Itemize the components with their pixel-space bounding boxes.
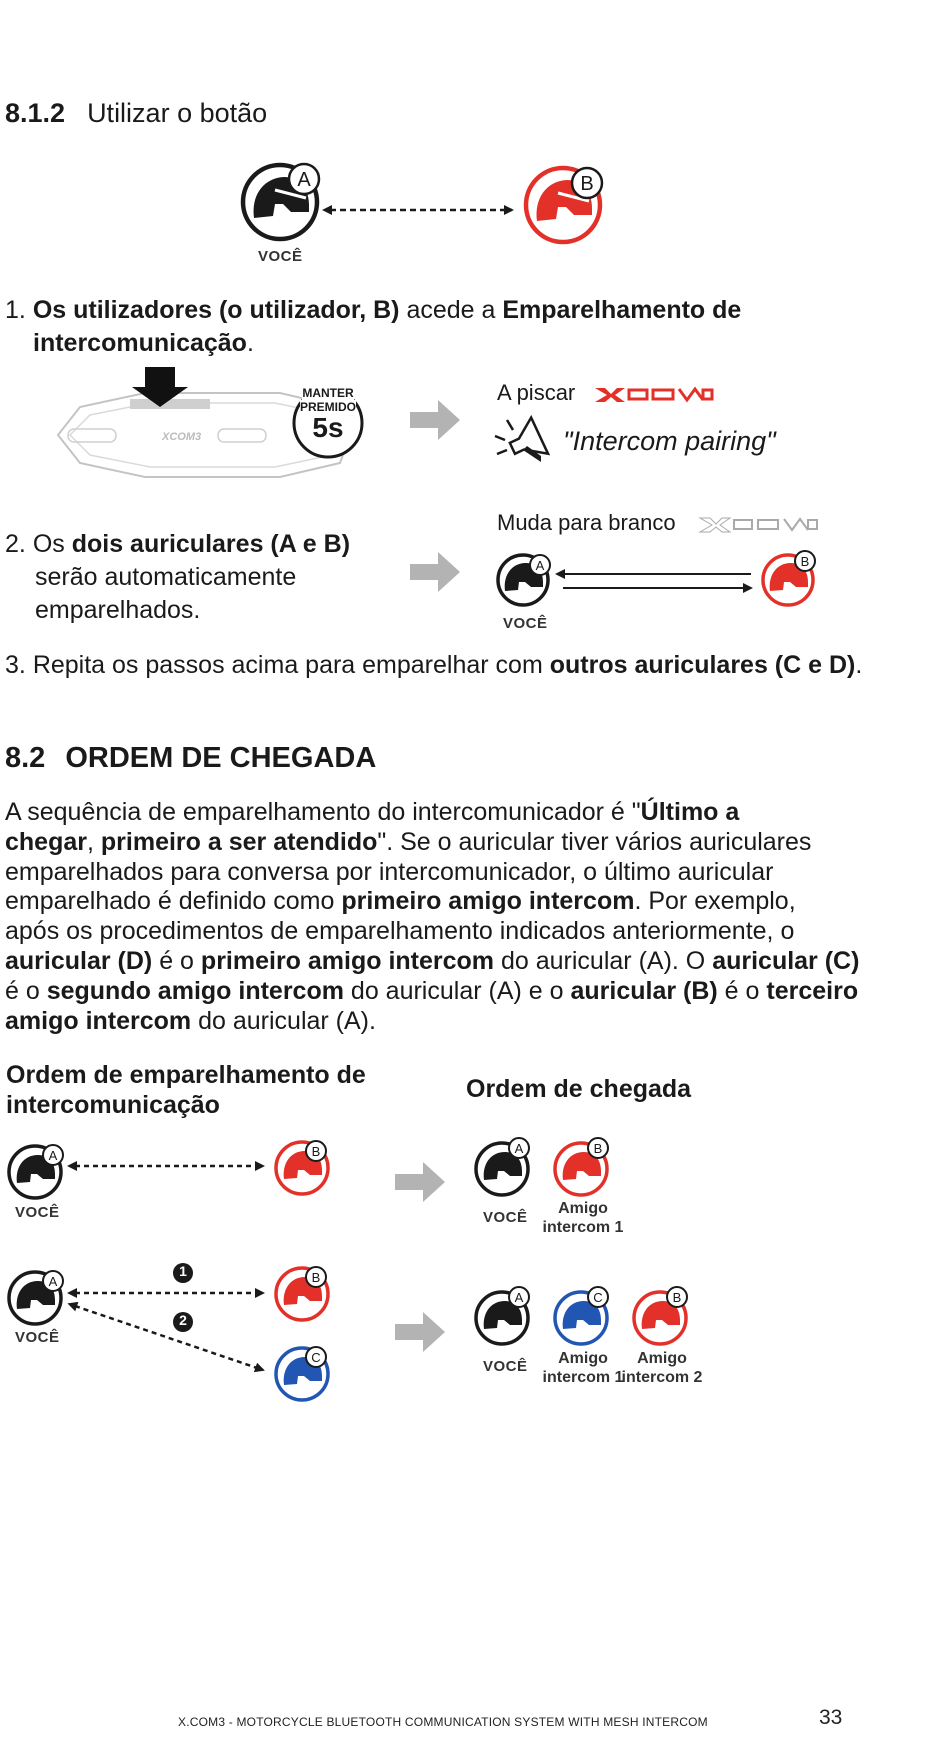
svg-text:B: B [311, 1144, 321, 1159]
pairing-order-title [6, 1060, 366, 1120]
step-2-line-3: emparelhados. [35, 596, 201, 624]
helmet-a-icon [9, 1271, 63, 1324]
helmet-a-icon [498, 555, 550, 605]
section-8-1-2-heading [5, 98, 267, 129]
gray-arrow-icon [395, 1312, 447, 1352]
friend-label-2 [620, 1349, 704, 1387]
para-bold: Último a [640, 798, 740, 826]
svg-text:A: A [297, 169, 311, 191]
step-1-number: 1. [5, 296, 26, 324]
para-text: do auricular (A). O [494, 946, 713, 975]
para-bold: auricular (D) [5, 946, 153, 975]
para-text: ". Se o auricular tiver vários auriculares [377, 827, 812, 856]
step-2-line-2: serão automaticamente [35, 563, 297, 591]
para-bold: amigo intercom [5, 1006, 192, 1035]
helmet-a-icon [476, 1287, 529, 1344]
step-one-number: 1 [179, 1263, 187, 1279]
pairing-order-title-1: Ordem de emparelhamento de [6, 1061, 366, 1089]
para-bold: primeiro amigo intercom [341, 887, 635, 916]
intercom-1-text: intercom 1 [542, 1369, 624, 1386]
voce-label: VOCÊ [483, 1358, 528, 1375]
svg-text:B: B [672, 1290, 682, 1305]
intercom-2-text: intercom 2 [621, 1369, 703, 1386]
para-bold: segundo amigo intercom [46, 976, 344, 1005]
step-1-bold-2: Emparelhamento de [502, 296, 742, 324]
row1-pairing-diagram [5, 1138, 335, 1203]
para-bold: terceiro [766, 976, 859, 1005]
amigo-text: Amigo [637, 1350, 687, 1367]
hold-label [290, 386, 366, 414]
hold-label-2: PREMIDO [299, 400, 356, 414]
helmet-c-icon [276, 1347, 328, 1400]
section-number: 8.1.2 [5, 98, 66, 128]
helmet-b-icon [634, 1287, 687, 1344]
device-logo-text: XCOM3 [162, 431, 202, 443]
voce-label: VOCÊ [15, 1204, 60, 1221]
para-bold: primeiro amigo intercom [200, 946, 495, 975]
arrival-order-title: Ordem de chegada [466, 1075, 692, 1103]
step-1-text-1: acede a [399, 296, 503, 324]
helmet-b-icon [276, 1267, 328, 1320]
voce-label: VOCÊ [483, 1209, 528, 1226]
step-2 [5, 528, 385, 627]
para-text: emparelhados para conversa por intercomunicador, o último auricular [5, 857, 774, 886]
para-bold: chegar [5, 827, 87, 856]
paired-diagram [495, 548, 825, 618]
para-bold: auricular (C) [712, 946, 860, 975]
helmet-c-icon [555, 1287, 608, 1344]
helmet-b-icon [763, 551, 815, 605]
footer-text: X.COM3 - MOTORCYCLE BLUETOOTH COMMUNICATION SYSTEM WITH MESH INTERCOM [178, 1715, 708, 1729]
svg-text:C: C [593, 1290, 603, 1305]
friend-label-1 [541, 1349, 625, 1387]
svg-text:B: B [593, 1141, 603, 1156]
svg-text:B: B [580, 173, 594, 195]
step-two-number: 2 [179, 1312, 187, 1328]
intercom-1-text: intercom 1 [542, 1219, 624, 1236]
section-title: ORDEM DE CHEGADA [65, 742, 377, 774]
para-text: do auricular (A). [191, 1006, 376, 1035]
svg-text:A: A [514, 1290, 524, 1305]
amigo-text: Amigo [558, 1350, 608, 1367]
gray-arrow-icon [410, 552, 462, 592]
para-text: é o [5, 976, 47, 1005]
voce-label: VOCÊ [258, 248, 303, 265]
row1-arrival-diagram [472, 1135, 622, 1200]
voce-label: VOCÊ [503, 615, 548, 632]
step-3-end: . [855, 651, 863, 679]
svg-text:C: C [311, 1350, 321, 1365]
svg-text:B: B [800, 554, 810, 569]
gray-arrow-icon [410, 400, 462, 440]
gray-arrow-icon [395, 1162, 447, 1202]
step-2-bold-1: dois auriculares (A e B) [71, 530, 351, 558]
amigo-text: Amigo [558, 1200, 608, 1217]
svg-text:A: A [535, 558, 545, 573]
step-1-bold-1: Os utilizadores (o utilizador, B) [32, 296, 400, 324]
hold-time: 5s [312, 412, 344, 443]
para-text: após os procedimentos de emparelhamento indicados anteriormente, o [5, 917, 795, 946]
change-white-label: Muda para branco [497, 510, 676, 535]
red-xcom3-logo-icon [595, 386, 715, 404]
section-title: Utilizar o botão [87, 98, 268, 128]
helmet-b-icon [276, 1141, 328, 1194]
para-text: A sequência de emparelhamento do intercomunicador é " [5, 798, 641, 826]
step-1-end: . [246, 329, 254, 357]
pairing-order-title-2: intercomunicação [6, 1091, 220, 1119]
para-text: do auricular (A) e o [343, 976, 571, 1005]
arrival-order-paragraph [5, 798, 945, 1036]
helmet-b-icon [555, 1138, 608, 1195]
para-text: é o [717, 976, 767, 1005]
svg-text:A: A [48, 1148, 58, 1163]
friend-label [541, 1199, 625, 1237]
section-number: 8.2 [5, 742, 46, 774]
step-3-text-1: Repita os passos acima para emparelhar com [32, 651, 550, 679]
para-text: . Por exemplo, [634, 887, 796, 916]
voice-prompt: "Intercom pairing" [563, 426, 776, 456]
step-3-bold-1: outros auriculares (C e D) [549, 651, 856, 679]
row2-arrival-diagram [472, 1284, 702, 1349]
step-1-bold-3: intercomunicação [33, 329, 247, 357]
hold-label-1: MANTER [302, 386, 354, 400]
speaker-icon [493, 418, 553, 468]
para-bold: primeiro a ser atendido [100, 827, 378, 856]
para-bold: auricular (B) [570, 976, 718, 1005]
helmet-a-icon [243, 164, 319, 239]
helmet-a-icon [9, 1145, 63, 1198]
para-text: é o [152, 946, 201, 975]
svg-text:A: A [48, 1274, 58, 1289]
step-3-number: 3. [5, 651, 26, 679]
section-8-2-heading [5, 742, 376, 775]
para-text: , [86, 827, 101, 856]
step-2-text-1: Os [32, 530, 72, 558]
step-2-number: 2. [5, 530, 26, 558]
helmet-a-icon [476, 1138, 529, 1195]
step-3 [5, 649, 945, 682]
step-1 [5, 294, 805, 360]
white-xcom3-logo-icon [700, 516, 820, 534]
helmet-b-icon [526, 168, 602, 242]
para-text: emparelhado é definido como [5, 887, 342, 916]
voce-label: VOCÊ [15, 1329, 60, 1346]
svg-text:A: A [514, 1141, 524, 1156]
blink-label: A piscar [497, 380, 576, 405]
page-number: 33 [819, 1706, 843, 1729]
svg-text:B: B [311, 1270, 321, 1285]
